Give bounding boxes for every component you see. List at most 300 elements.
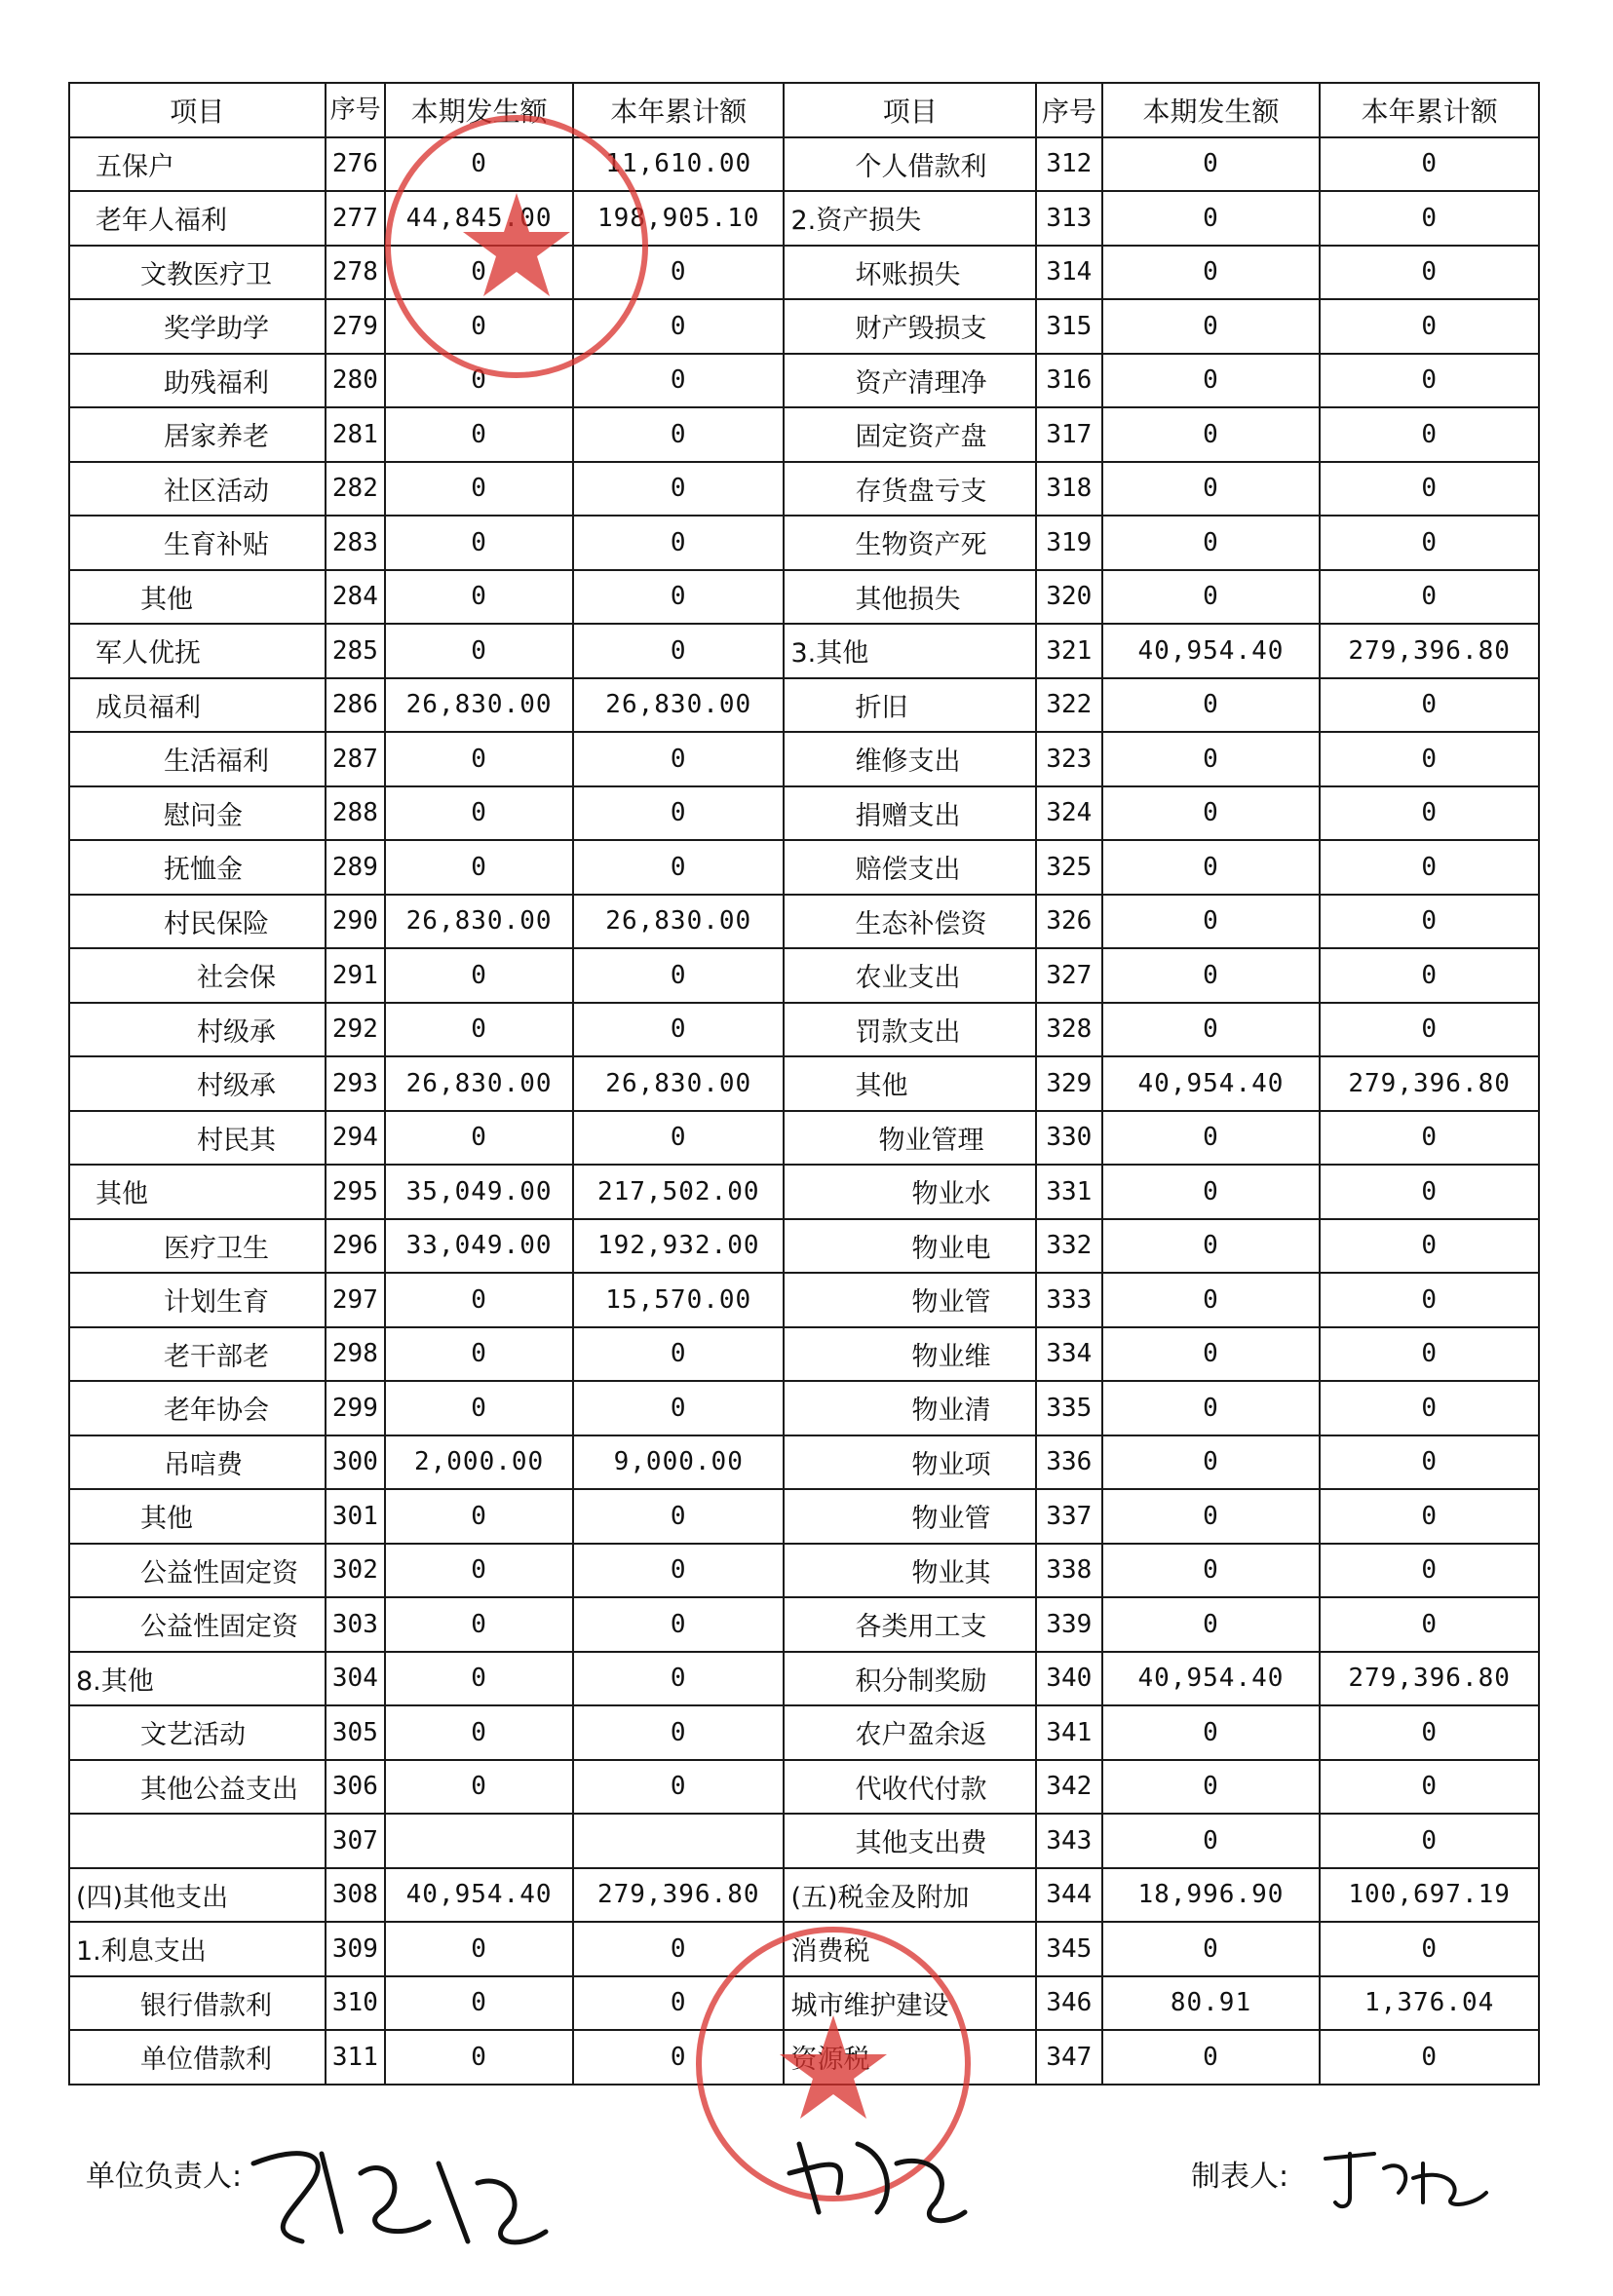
right-ytd-amount-cell: 0 — [1320, 732, 1539, 786]
left-item-cell: 村级承 — [69, 1056, 326, 1111]
left-current-amount-cell: 0 — [385, 840, 573, 895]
left-item-cell: 老干部老 — [69, 1327, 326, 1382]
table-row — [69, 1111, 1539, 1166]
right-item-cell: 其他 — [784, 1056, 1036, 1111]
right-ytd-amount-cell: 279,396.80 — [1320, 1056, 1539, 1111]
left-current-amount-cell: 0 — [385, 1111, 573, 1166]
left-item-cell: 其他 — [69, 1489, 326, 1544]
official-seal-top — [375, 105, 658, 388]
right-current-amount-cell: 0 — [1102, 246, 1321, 300]
right-ytd-amount-cell: 1,376.04 — [1320, 1976, 1539, 2031]
left-ytd-amount-cell: 26,830.00 — [573, 1056, 784, 1111]
right-seq-cell: 334 — [1036, 1327, 1102, 1382]
right-ytd-amount-cell: 0 — [1320, 1111, 1539, 1166]
left-seq-cell: 284 — [326, 570, 386, 625]
left-ytd-amount-cell: 217,502.00 — [573, 1165, 784, 1219]
left-item-cell: 老年协会 — [69, 1381, 326, 1435]
table-row — [69, 570, 1539, 625]
right-ytd-amount-cell: 0 — [1320, 1922, 1539, 1976]
right-ytd-amount-cell: 0 — [1320, 1327, 1539, 1382]
right-item-cell: 3.其他 — [784, 624, 1036, 678]
right-current-amount-cell: 0 — [1102, 2030, 1321, 2085]
left-seq-cell: 278 — [326, 246, 386, 300]
left-seq-cell: 290 — [326, 895, 386, 949]
table-row — [69, 1489, 1539, 1544]
left-item-cell: 8.其他 — [69, 1652, 326, 1706]
right-current-amount-cell: 0 — [1102, 840, 1321, 895]
left-ytd-amount-cell: 0 — [573, 246, 784, 300]
right-seq-cell: 331 — [1036, 1165, 1102, 1219]
right-seq-cell: 347 — [1036, 2030, 1102, 2085]
table-row — [69, 354, 1539, 408]
right-current-amount-cell: 0 — [1102, 1111, 1321, 1166]
right-ytd-amount-cell: 0 — [1320, 516, 1539, 570]
table-row — [69, 1760, 1539, 1815]
right-item-cell: 其他损失 — [784, 570, 1036, 625]
left-current-amount-cell: 44,845.00 — [385, 191, 573, 246]
unit-head-signature — [244, 2124, 556, 2261]
table-row — [69, 732, 1539, 786]
right-item-cell: 维修支出 — [784, 732, 1036, 786]
right-item-cell: 折旧 — [784, 678, 1036, 733]
col-current-right-header: 本期发生额 — [1102, 83, 1321, 137]
left-current-amount-cell: 0 — [385, 2030, 573, 2085]
left-seq-cell: 279 — [326, 299, 386, 354]
table-row — [69, 948, 1539, 1003]
right-item-cell: 其他支出费 — [784, 1814, 1036, 1868]
left-item-cell: 文艺活动 — [69, 1705, 326, 1760]
right-ytd-amount-cell: 0 — [1320, 137, 1539, 192]
right-ytd-amount-cell: 0 — [1320, 1219, 1539, 1274]
table-row — [69, 624, 1539, 678]
left-item-cell: 抚恤金 — [69, 840, 326, 895]
right-item-cell: 物业管 — [784, 1489, 1036, 1544]
left-seq-cell: 311 — [326, 2030, 386, 2085]
left-ytd-amount-cell — [573, 1814, 784, 1868]
table-row — [69, 895, 1539, 949]
left-item-cell: 慰问金 — [69, 786, 326, 841]
right-ytd-amount-cell: 0 — [1320, 678, 1539, 733]
table-row — [69, 786, 1539, 841]
table-row — [69, 1597, 1539, 1652]
right-seq-cell: 320 — [1036, 570, 1102, 625]
right-ytd-amount-cell: 0 — [1320, 407, 1539, 462]
right-current-amount-cell: 0 — [1102, 1544, 1321, 1598]
left-seq-cell: 308 — [326, 1868, 386, 1923]
right-seq-cell: 344 — [1036, 1868, 1102, 1923]
right-item-cell: 罚款支出 — [784, 1003, 1036, 1057]
right-item-cell: 物业电 — [784, 1219, 1036, 1274]
left-ytd-amount-cell: 0 — [573, 1381, 784, 1435]
right-item-cell: (五)税金及附加 — [784, 1868, 1036, 1923]
left-seq-cell: 300 — [326, 1435, 386, 1490]
left-ytd-amount-cell: 0 — [573, 1705, 784, 1760]
left-ytd-amount-cell: 0 — [573, 1003, 784, 1057]
left-ytd-amount-cell: 0 — [573, 1652, 784, 1706]
left-current-amount-cell: 0 — [385, 1976, 573, 2031]
table-row — [69, 246, 1539, 300]
left-ytd-amount-cell: 198,905.10 — [573, 191, 784, 246]
left-item-cell: 生育补贴 — [69, 516, 326, 570]
right-item-cell: 各类用工支 — [784, 1597, 1036, 1652]
right-ytd-amount-cell: 0 — [1320, 1003, 1539, 1057]
right-seq-cell: 317 — [1036, 407, 1102, 462]
right-item-cell: 物业清 — [784, 1381, 1036, 1435]
table-row — [69, 191, 1539, 246]
right-seq-cell: 340 — [1036, 1652, 1102, 1706]
right-ytd-amount-cell: 0 — [1320, 1165, 1539, 1219]
right-ytd-amount-cell: 0 — [1320, 1814, 1539, 1868]
right-item-cell: 代收代付款 — [784, 1760, 1036, 1815]
right-current-amount-cell: 0 — [1102, 732, 1321, 786]
right-item-cell: 物业项 — [784, 1435, 1036, 1490]
right-seq-cell: 336 — [1036, 1435, 1102, 1490]
table-row — [69, 462, 1539, 517]
col-ytd-right-header: 本年累计额 — [1320, 83, 1539, 137]
left-ytd-amount-cell: 26,830.00 — [573, 678, 784, 733]
right-seq-cell: 330 — [1036, 1111, 1102, 1166]
right-current-amount-cell: 0 — [1102, 1381, 1321, 1435]
left-seq-cell: 303 — [326, 1597, 386, 1652]
right-seq-cell: 337 — [1036, 1489, 1102, 1544]
left-current-amount-cell: 0 — [385, 1003, 573, 1057]
right-current-amount-cell: 0 — [1102, 462, 1321, 517]
right-current-amount-cell: 0 — [1102, 137, 1321, 192]
left-item-cell: 文教医疗卫 — [69, 246, 326, 300]
right-item-cell: 捐赠支出 — [784, 786, 1036, 841]
left-item-cell: 村级承 — [69, 1003, 326, 1057]
left-seq-cell: 293 — [326, 1056, 386, 1111]
right-current-amount-cell: 0 — [1102, 1165, 1321, 1219]
right-current-amount-cell: 40,954.40 — [1102, 624, 1321, 678]
right-seq-cell: 335 — [1036, 1381, 1102, 1435]
right-seq-cell: 329 — [1036, 1056, 1102, 1111]
left-item-cell: 公益性固定资 — [69, 1597, 326, 1652]
left-item-cell: 生活福利 — [69, 732, 326, 786]
col-seq-header: 序号 — [326, 83, 386, 137]
financial-table — [68, 82, 1540, 2086]
right-item-cell: 农业支出 — [784, 948, 1036, 1003]
table-row — [69, 299, 1539, 354]
table-row — [69, 407, 1539, 462]
left-seq-cell: 291 — [326, 948, 386, 1003]
left-item-cell: 社区活动 — [69, 462, 326, 517]
left-current-amount-cell: 0 — [385, 1705, 573, 1760]
left-item-cell: 奖学助学 — [69, 299, 326, 354]
right-seq-cell: 339 — [1036, 1597, 1102, 1652]
right-seq-cell: 315 — [1036, 299, 1102, 354]
left-item-cell: 军人优抚 — [69, 624, 326, 678]
right-item-cell: 消费税 — [784, 1922, 1036, 1976]
right-ytd-amount-cell: 0 — [1320, 2030, 1539, 2085]
left-seq-cell: 288 — [326, 786, 386, 841]
table-row — [69, 137, 1539, 192]
right-current-amount-cell: 40,954.40 — [1102, 1056, 1321, 1111]
table-row — [69, 1435, 1539, 1490]
table-row — [69, 1003, 1539, 1057]
left-ytd-amount-cell: 192,932.00 — [573, 1219, 784, 1274]
table-row — [69, 1165, 1539, 1219]
right-item-cell: 固定资产盘 — [784, 407, 1036, 462]
right-current-amount-cell: 0 — [1102, 570, 1321, 625]
left-current-amount-cell: 26,830.00 — [385, 678, 573, 733]
right-ytd-amount-cell: 0 — [1320, 1435, 1539, 1490]
right-item-cell: 生物资产死 — [784, 516, 1036, 570]
left-seq-cell: 295 — [326, 1165, 386, 1219]
left-seq-cell: 305 — [326, 1705, 386, 1760]
right-current-amount-cell: 0 — [1102, 1814, 1321, 1868]
right-ytd-amount-cell: 100,697.19 — [1320, 1868, 1539, 1923]
right-item-cell: 物业其 — [784, 1544, 1036, 1598]
left-seq-cell: 306 — [326, 1760, 386, 1815]
right-ytd-amount-cell: 0 — [1320, 354, 1539, 408]
left-ytd-amount-cell: 0 — [573, 354, 784, 408]
right-current-amount-cell: 0 — [1102, 1489, 1321, 1544]
right-seq-cell: 325 — [1036, 840, 1102, 895]
left-current-amount-cell: 0 — [385, 354, 573, 408]
left-ytd-amount-cell: 0 — [573, 1544, 784, 1598]
left-item-cell: 其他公益支出 — [69, 1760, 326, 1815]
report-sheet — [68, 82, 1540, 2086]
left-item-cell: 计划生育 — [69, 1273, 326, 1327]
left-item-cell: (四)其他支出 — [69, 1868, 326, 1923]
left-current-amount-cell: 0 — [385, 1922, 573, 1976]
left-item-cell: 1.利息支出 — [69, 1922, 326, 1976]
right-seq-cell: 326 — [1036, 895, 1102, 949]
left-ytd-amount-cell: 0 — [573, 2030, 784, 2085]
left-current-amount-cell: 0 — [385, 299, 573, 354]
right-current-amount-cell: 0 — [1102, 1327, 1321, 1382]
left-seq-cell: 287 — [326, 732, 386, 786]
left-seq-cell: 299 — [326, 1381, 386, 1435]
left-ytd-amount-cell: 0 — [573, 840, 784, 895]
left-current-amount-cell: 0 — [385, 624, 573, 678]
right-seq-cell: 321 — [1036, 624, 1102, 678]
left-seq-cell: 283 — [326, 516, 386, 570]
table-row — [69, 840, 1539, 895]
right-ytd-amount-cell: 0 — [1320, 1489, 1539, 1544]
left-item-cell: 助残福利 — [69, 354, 326, 408]
left-item-cell: 五保户 — [69, 137, 326, 192]
right-seq-cell: 328 — [1036, 1003, 1102, 1057]
right-seq-cell: 318 — [1036, 462, 1102, 517]
right-seq-cell: 333 — [1036, 1273, 1102, 1327]
left-current-amount-cell: 0 — [385, 137, 573, 192]
left-ytd-amount-cell: 0 — [573, 1597, 784, 1652]
right-current-amount-cell: 0 — [1102, 299, 1321, 354]
left-current-amount-cell — [385, 1814, 573, 1868]
left-seq-cell: 285 — [326, 624, 386, 678]
right-ytd-amount-cell: 0 — [1320, 1597, 1539, 1652]
left-item-cell: 老年人福利 — [69, 191, 326, 246]
col-item-header: 项目 — [69, 83, 326, 137]
left-ytd-amount-cell: 15,570.00 — [573, 1273, 784, 1327]
approver-signature — [780, 2115, 975, 2232]
right-seq-cell: 342 — [1036, 1760, 1102, 1815]
table-row — [69, 1652, 1539, 1706]
table-row — [69, 1219, 1539, 1274]
left-ytd-amount-cell: 0 — [573, 570, 784, 625]
left-current-amount-cell: 0 — [385, 1760, 573, 1815]
right-current-amount-cell: 80.91 — [1102, 1976, 1321, 2031]
left-ytd-amount-cell: 279,396.80 — [573, 1868, 784, 1923]
left-ytd-amount-cell: 0 — [573, 1976, 784, 2031]
left-current-amount-cell: 0 — [385, 1544, 573, 1598]
right-seq-cell: 322 — [1036, 678, 1102, 733]
left-current-amount-cell: 0 — [385, 1489, 573, 1544]
preparer-label: 制表人: — [1191, 2160, 1289, 2194]
right-item-cell: 城市维护建设 — [784, 1976, 1036, 2031]
right-current-amount-cell: 0 — [1102, 191, 1321, 246]
right-seq-cell: 341 — [1036, 1705, 1102, 1760]
left-ytd-amount-cell: 0 — [573, 299, 784, 354]
right-seq-cell: 327 — [1036, 948, 1102, 1003]
left-current-amount-cell: 0 — [385, 1327, 573, 1382]
right-seq-cell: 312 — [1036, 137, 1102, 192]
left-item-cell: 单位借款利 — [69, 2030, 326, 2085]
left-ytd-amount-cell: 0 — [573, 1760, 784, 1815]
right-current-amount-cell: 0 — [1102, 516, 1321, 570]
right-current-amount-cell: 0 — [1102, 1003, 1321, 1057]
right-seq-cell: 343 — [1036, 1814, 1102, 1868]
left-seq-cell: 276 — [326, 137, 386, 192]
left-ytd-amount-cell: 0 — [573, 624, 784, 678]
left-current-amount-cell: 0 — [385, 786, 573, 841]
left-item-cell: 村民其 — [69, 1111, 326, 1166]
right-current-amount-cell: 18,996.90 — [1102, 1868, 1321, 1923]
left-item-cell: 公益性固定资 — [69, 1544, 326, 1598]
table-row — [69, 516, 1539, 570]
left-ytd-amount-cell: 0 — [573, 948, 784, 1003]
left-seq-cell: 289 — [326, 840, 386, 895]
right-item-cell: 财产毁损支 — [784, 299, 1036, 354]
right-current-amount-cell: 0 — [1102, 354, 1321, 408]
right-current-amount-cell: 40,954.40 — [1102, 1652, 1321, 1706]
left-item-cell: 医疗卫生 — [69, 1219, 326, 1274]
left-item-cell: 吊唁费 — [69, 1435, 326, 1490]
right-item-cell: 物业水 — [784, 1165, 1036, 1219]
right-item-cell: 物业管理 — [784, 1111, 1036, 1166]
left-seq-cell: 301 — [326, 1489, 386, 1544]
left-seq-cell: 302 — [326, 1544, 386, 1598]
right-current-amount-cell: 0 — [1102, 1760, 1321, 1815]
left-current-amount-cell: 26,830.00 — [385, 1056, 573, 1111]
left-ytd-amount-cell: 0 — [573, 786, 784, 841]
right-current-amount-cell: 0 — [1102, 678, 1321, 733]
left-item-cell: 银行借款利 — [69, 1976, 326, 2031]
left-seq-cell: 294 — [326, 1111, 386, 1166]
table-row — [69, 678, 1539, 733]
right-current-amount-cell: 0 — [1102, 895, 1321, 949]
left-ytd-amount-cell: 0 — [573, 1489, 784, 1544]
right-ytd-amount-cell: 0 — [1320, 1760, 1539, 1815]
left-ytd-amount-cell: 0 — [573, 1111, 784, 1166]
left-ytd-amount-cell: 0 — [573, 732, 784, 786]
right-ytd-amount-cell: 0 — [1320, 786, 1539, 841]
left-item-cell — [69, 1814, 326, 1868]
left-current-amount-cell: 0 — [385, 948, 573, 1003]
right-seq-cell: 323 — [1036, 732, 1102, 786]
left-item-cell: 社会保 — [69, 948, 326, 1003]
right-current-amount-cell: 0 — [1102, 948, 1321, 1003]
right-item-cell: 农户盈余返 — [784, 1705, 1036, 1760]
left-item-cell: 成员福利 — [69, 678, 326, 733]
left-item-cell: 其他 — [69, 570, 326, 625]
left-current-amount-cell: 0 — [385, 732, 573, 786]
left-seq-cell: 297 — [326, 1273, 386, 1327]
left-seq-cell: 309 — [326, 1922, 386, 1976]
left-seq-cell: 277 — [326, 191, 386, 246]
col-current-header: 本期发生额 — [385, 83, 573, 137]
left-seq-cell: 310 — [326, 1976, 386, 2031]
right-item-cell: 资产清理净 — [784, 354, 1036, 408]
right-current-amount-cell: 0 — [1102, 1705, 1321, 1760]
left-current-amount-cell: 0 — [385, 246, 573, 300]
preparer-signature — [1316, 2139, 1491, 2217]
right-ytd-amount-cell: 0 — [1320, 299, 1539, 354]
left-item-cell: 居家养老 — [69, 407, 326, 462]
unit-head-label: 单位负责人: — [86, 2160, 243, 2194]
left-seq-cell: 298 — [326, 1327, 386, 1382]
right-ytd-amount-cell: 0 — [1320, 1544, 1539, 1598]
right-seq-cell: 332 — [1036, 1219, 1102, 1274]
left-current-amount-cell: 40,954.40 — [385, 1868, 573, 1923]
right-seq-cell: 345 — [1036, 1922, 1102, 1976]
left-ytd-amount-cell: 0 — [573, 407, 784, 462]
table-row — [69, 1327, 1539, 1382]
right-item-cell: 物业管 — [784, 1273, 1036, 1327]
left-current-amount-cell: 26,830.00 — [385, 895, 573, 949]
col-seq-right-header: 序号 — [1036, 83, 1102, 137]
left-current-amount-cell: 33,049.00 — [385, 1219, 573, 1274]
right-seq-cell: 324 — [1036, 786, 1102, 841]
right-current-amount-cell: 0 — [1102, 1922, 1321, 1976]
right-seq-cell: 346 — [1036, 1976, 1102, 2031]
table-row — [69, 1381, 1539, 1435]
right-ytd-amount-cell: 279,396.80 — [1320, 624, 1539, 678]
left-ytd-amount-cell: 0 — [573, 1327, 784, 1382]
right-ytd-amount-cell: 0 — [1320, 191, 1539, 246]
right-current-amount-cell: 0 — [1102, 1597, 1321, 1652]
right-seq-cell: 316 — [1036, 354, 1102, 408]
right-ytd-amount-cell: 0 — [1320, 1273, 1539, 1327]
left-current-amount-cell: 0 — [385, 462, 573, 517]
right-item-cell: 个人借款利 — [784, 137, 1036, 192]
left-current-amount-cell: 35,049.00 — [385, 1165, 573, 1219]
left-current-amount-cell: 0 — [385, 516, 573, 570]
table-row — [69, 1705, 1539, 1760]
col-ytd-header: 本年累计额 — [573, 83, 784, 137]
left-current-amount-cell: 0 — [385, 1652, 573, 1706]
right-current-amount-cell: 0 — [1102, 786, 1321, 841]
left-current-amount-cell: 0 — [385, 570, 573, 625]
left-current-amount-cell: 0 — [385, 1273, 573, 1327]
table-row — [69, 1544, 1539, 1598]
left-seq-cell: 282 — [326, 462, 386, 517]
right-item-cell: 积分制奖励 — [784, 1652, 1036, 1706]
right-current-amount-cell: 0 — [1102, 1273, 1321, 1327]
right-item-cell: 赔偿支出 — [784, 840, 1036, 895]
right-current-amount-cell: 0 — [1102, 1435, 1321, 1490]
col-item-right-header: 项目 — [784, 83, 1036, 137]
right-ytd-amount-cell: 0 — [1320, 570, 1539, 625]
right-item-cell: 生态补偿资 — [784, 895, 1036, 949]
right-ytd-amount-cell: 0 — [1320, 840, 1539, 895]
left-item-cell: 村民保险 — [69, 895, 326, 949]
left-ytd-amount-cell: 0 — [573, 1922, 784, 1976]
left-seq-cell: 281 — [326, 407, 386, 462]
table-row — [69, 1868, 1539, 1923]
